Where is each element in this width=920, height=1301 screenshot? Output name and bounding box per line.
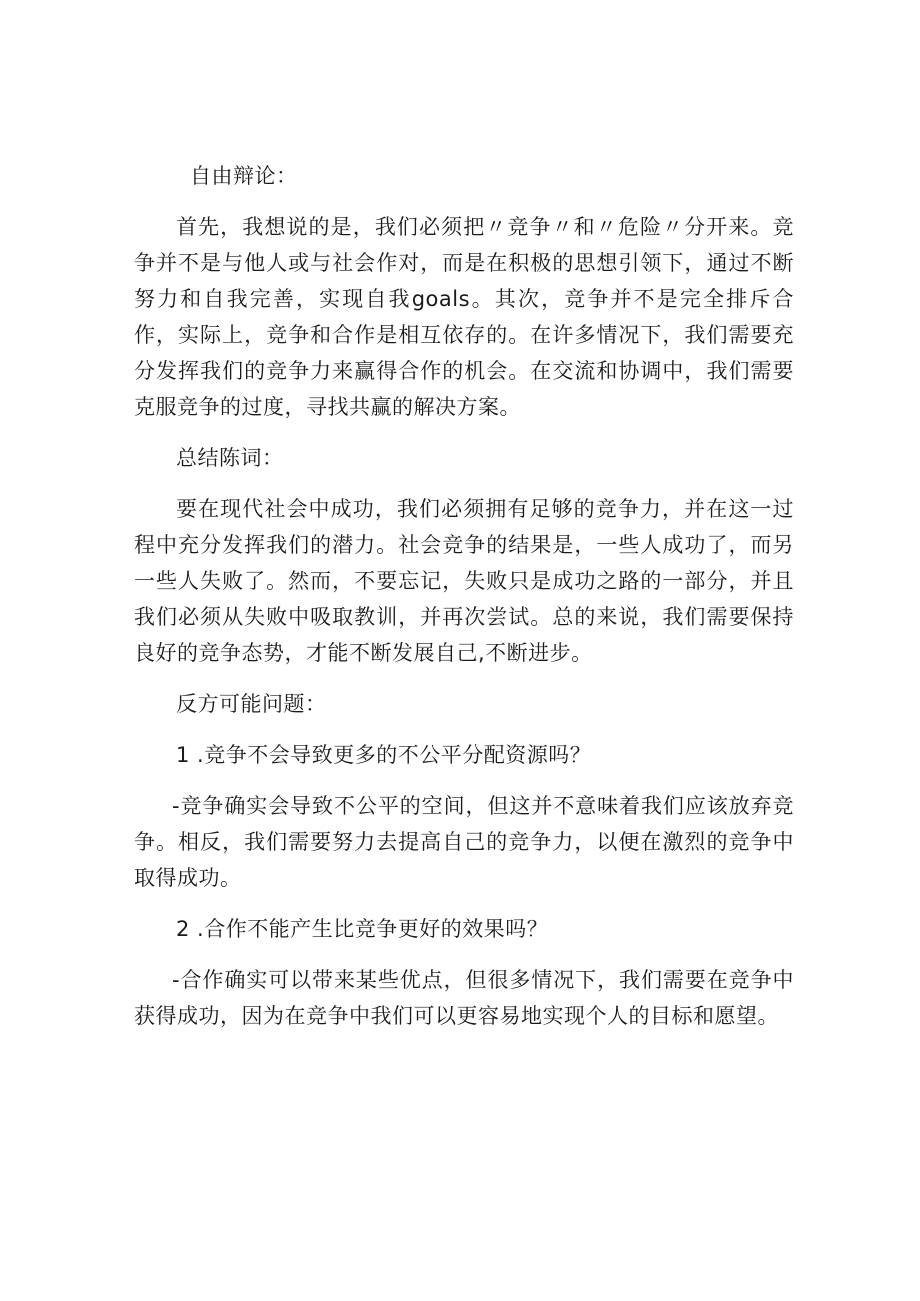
question-1: 1 .竞争不会导致更多的不公平分配资源吗？ — [176, 743, 592, 767]
document-body — [134, 158, 794, 1049]
answer-2: -合作确实可以带来某些优点，但很多情况下，我们需要在竞争中获得成功，因为在竞争中我们可以更容易地实现个人的目标和愿望。 — [134, 968, 794, 1028]
question-2: 2 .合作不能产生比竞争更好的效果吗？ — [176, 917, 549, 941]
answer-1: -竞争确实会导致不公平的空间，但这并不意味着我们应该放弃竞争。相反，我们需要努力去提高自己的竞争力，以便在激烈的竞争中取得成功。 — [134, 794, 794, 890]
free-debate-paragraph: 首先，我想说的是，我们必须把〃竞争〃和〃危险〃分开来。竞争并不是与他人或与社会作对，而是在积极的思想引领下，通过不断努力和自我完善，实现自我goals。其次，竞争并不是完全排斥合作，实际上，竞争和合作是相互依存的。在许多情况下，我们需要充分发挥我们的竞争力来赢得合作的机会。在交流和协调中，我们需要克服竞争的过度，寻找共赢的解决方案。 — [134, 215, 794, 419]
closing-statement-paragraph: 要在现代社会中成功，我们必须拥有足够的竞争力，并在这一过程中充分发挥我们的潜力。社会竞争的结果是，一些人成功了，而另一些人失败了。然而，不要忘记，失败只是成功之路的一部分，并且我们必须从失败中吸取教训，并再次尝试。总的来说，我们需要保持良好的竞争态势，才能不断发展自己,不断进步。 — [134, 497, 794, 665]
free-debate-heading: 自由辩论： — [190, 164, 298, 188]
opponent-questions-heading: 反方可能问题： — [176, 692, 327, 716]
closing-statement-heading: 总结陈词： — [176, 446, 284, 470]
